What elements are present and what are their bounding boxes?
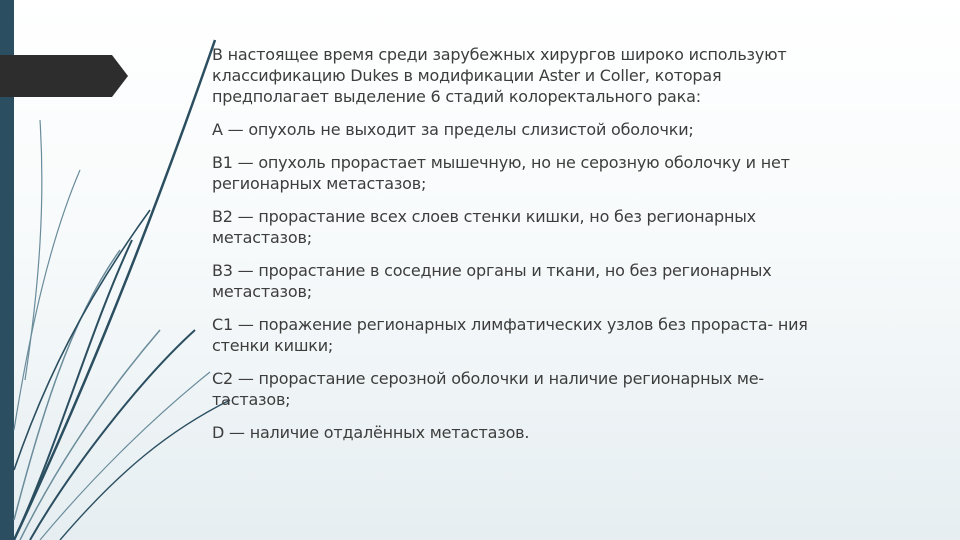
text-line: В2 — прорастание всех слоев стенки кишки, но без регионарных <box>212 207 756 226</box>
text-line: В настоящее время среди зарубежных хирургов широко используют <box>212 45 787 64</box>
text-line: С1 — поражение регионарных лимфатических узлов без прораста- ния <box>212 315 808 334</box>
paragraph-stage-b3 <box>212 260 852 302</box>
text-line: метастазов; <box>212 228 312 247</box>
slide-content <box>212 44 852 455</box>
text-line: А — опухоль не выходит за пределы слизистой оболочки; <box>212 120 694 139</box>
paragraph-stage-d <box>212 422 852 443</box>
paragraph-stage-a <box>212 119 852 140</box>
title-arrow-tab <box>0 0 130 100</box>
text-line: стенки кишки; <box>212 336 334 355</box>
text-line: регионарных метастазов; <box>212 174 427 193</box>
paragraph-stage-c1 <box>212 314 852 356</box>
paragraph-intro <box>212 44 852 107</box>
paragraph-stage-c2 <box>212 368 852 410</box>
text-line: метастазов; <box>212 282 312 301</box>
text-line: D — наличие отдалённых метастазов. <box>212 423 530 442</box>
text-line: В1 — опухоль прорастает мышечную, но не серозную оболочку и нет <box>212 153 790 172</box>
text-line: классификацию Dukes в модификации Aster и Coller, которая <box>212 66 722 85</box>
text-line: В3 — прорастание в соседние органы и ткани, но без регионарных <box>212 261 772 280</box>
text-line: С2 — прорастание серозной оболочки и наличие регионарных ме- <box>212 369 765 388</box>
paragraph-stage-b2 <box>212 206 852 248</box>
paragraph-stage-b1 <box>212 152 852 194</box>
text-line: предполагает выделение 6 стадий колоректального рака: <box>212 87 701 106</box>
text-line: тастазов; <box>212 390 291 409</box>
